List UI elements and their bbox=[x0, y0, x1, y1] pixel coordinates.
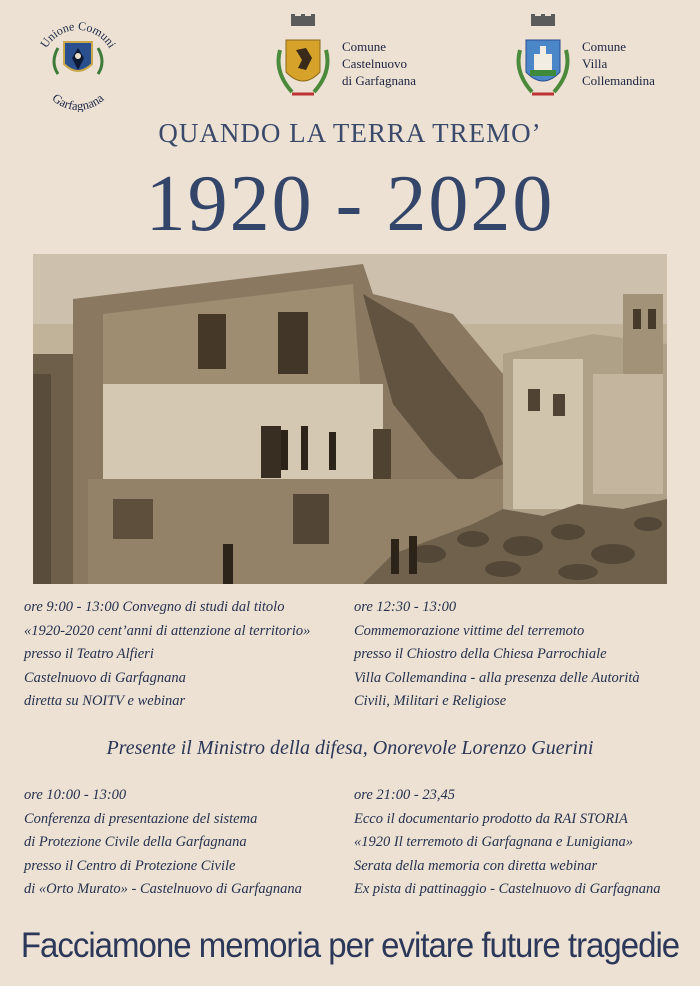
event-line: Commemorazione vittime del terremoto bbox=[354, 622, 585, 639]
svg-text:Garfagnana bbox=[50, 91, 107, 112]
event-line: di Protezione Civile della Garfagnana bbox=[24, 834, 247, 850]
castelnuovo-line: Castelnuovo bbox=[342, 56, 407, 71]
footer-slogan: Facciamone memoria per evitare future tragedie bbox=[20, 924, 680, 965]
event-line: presso il Teatro Alfieri bbox=[24, 646, 154, 662]
event-line: ore 12:30 - 13:00 bbox=[354, 599, 457, 615]
villa-line: Comune bbox=[582, 39, 627, 54]
event-line: diretta su NOITV e webinar bbox=[24, 693, 186, 709]
event-line: ore 21:00 - 23,45 bbox=[354, 787, 455, 803]
villa-line: Collemandina bbox=[582, 73, 655, 88]
castelnuovo-line: di Garfagnana bbox=[342, 73, 416, 88]
union-logo-bottom-text: Garfagnana bbox=[49, 90, 107, 112]
event-line: Serata della memoria con diretta webinar bbox=[354, 857, 598, 874]
villa-collemandina-crest-icon bbox=[512, 14, 574, 100]
event-line: Ex pista di pattinaggio - Castelnuovo di Garfagnana bbox=[354, 881, 661, 897]
event-line: presso il Chiostro della Chiesa Parrochiale bbox=[354, 646, 607, 662]
villa-collemandina-name bbox=[582, 38, 655, 89]
subtitle: QUANDO LA TERRA TREMO’ bbox=[158, 118, 542, 148]
event-line: di «Orto Murato» - Castelnuovo di Garfagnana bbox=[24, 881, 302, 897]
event-morning-conference bbox=[24, 596, 310, 714]
minister-announcement: Presente il Ministro della difesa, Onorevole Lorenzo Guerini bbox=[106, 737, 594, 759]
event-line: Civili, Militari e Religiose bbox=[354, 693, 507, 709]
event-commemoration bbox=[354, 596, 640, 714]
event-line: Castelnuovo di Garfagnana bbox=[24, 669, 186, 686]
event-line: Ecco il documentario prodotto da RAI STORIA bbox=[354, 810, 628, 827]
event-line: presso il Centro di Protezione Civile bbox=[24, 857, 236, 874]
earthquake-ruins-photo bbox=[33, 254, 667, 584]
event-line: Villa Collemandina - alla presenza delle Autorità bbox=[354, 669, 640, 686]
event-line: ore 10:00 - 13:00 bbox=[24, 787, 127, 803]
event-line: «1920-2020 cent’anni di attenzione al territorio» bbox=[24, 622, 311, 639]
castelnuovo-line: Comune bbox=[342, 39, 387, 54]
event-line: ore 9:00 - 13:00 Convegno di studi dal titolo bbox=[24, 599, 285, 615]
event-line: «1920 Il terremoto di Garfagnana e Lunigiana» bbox=[354, 834, 633, 850]
event-documentary bbox=[354, 784, 661, 902]
villa-line: Villa bbox=[582, 56, 608, 71]
castelnuovo-name bbox=[342, 38, 416, 89]
event-line: Conferenza di presentazione del sistema bbox=[24, 810, 258, 827]
anniversary-years: 1920 - 2020 bbox=[145, 160, 555, 248]
event-civil-protection bbox=[24, 784, 302, 902]
union-logo-top-text: Unione Comuni bbox=[37, 18, 120, 51]
unione-comuni-logo bbox=[28, 12, 128, 112]
castelnuovo-crest-icon bbox=[272, 14, 334, 100]
